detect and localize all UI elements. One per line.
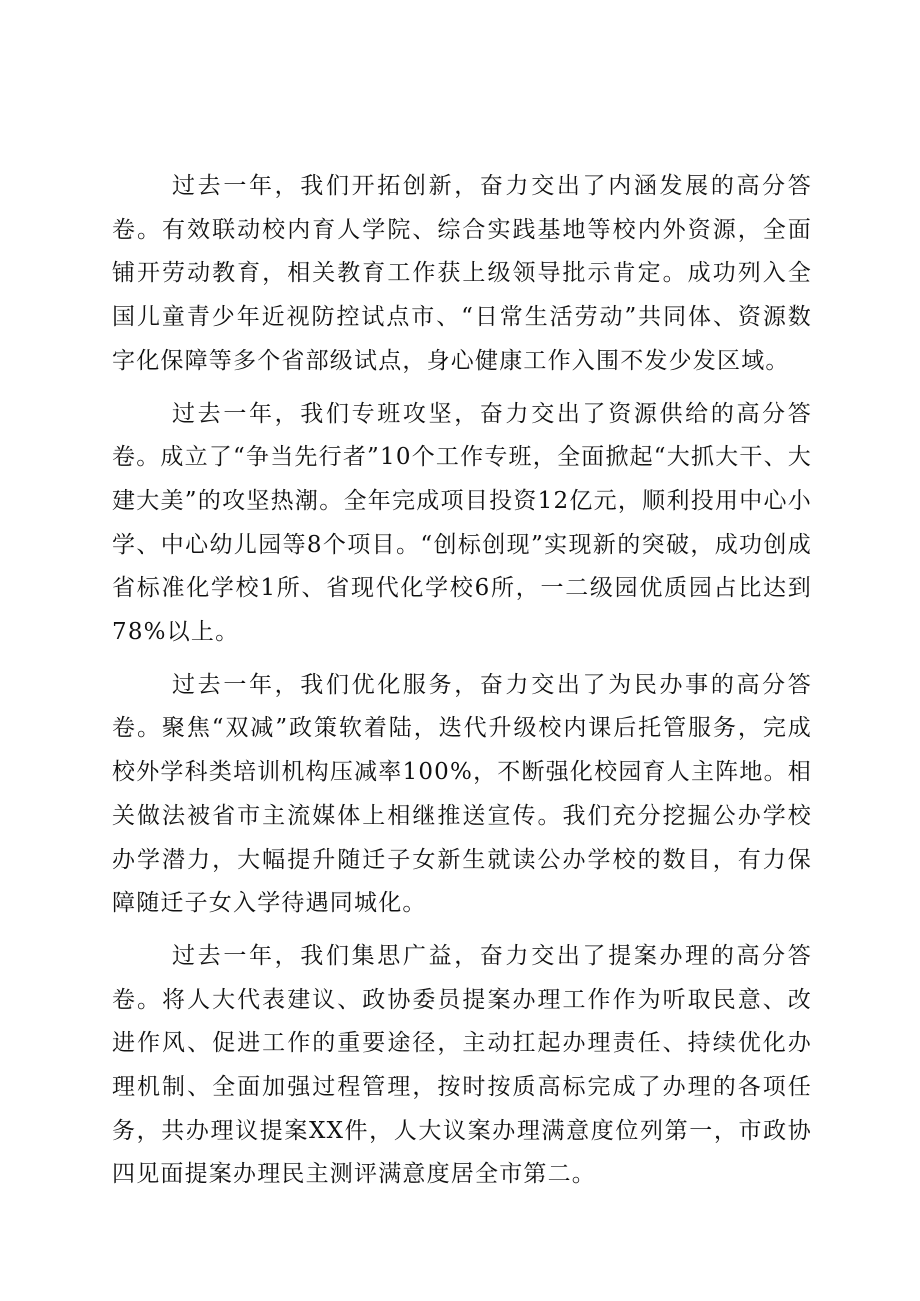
paragraph-resource-supply: 过去一年，我们专班攻坚，奋力交出了资源供给的高分答卷。成立了“争当先行者”10个工作专班，全面掀起“大抓大干、大建大美”的攻坚热潮。全年完成项目投资12亿元，顺利投用中心小学、中心幼儿园等8个项目。“创标创现”实现新的突破，成功创成省标准化学校1所、省现代化学校6所，一二级园优质园占比达到78%以上。 <box>112 400 812 646</box>
paragraph-proposal-handling: 过去一年，我们集思广益，奋力交出了提案办理的高分答卷。将人大代表建议、政协委员提案办理工作作为听取民意、改进作风、促进工作的重要途径，主动扛起办理责任、持续优化办理机制、全面加强过程管理，按时按质高标完成了办理的各项任务，共办理议提案XX件，人大议案办理满意度位列第一，市政协四见面提案办理民主测评满意度居全市第二。 <box>112 942 812 1188</box>
document-body <box>112 165 812 1206</box>
paragraph-public-service: 过去一年，我们优化服务，奋力交出了为民办事的高分答卷。聚焦“双减”政策软着陆，迭代升级校内课后托管服务，完成校外学科类培训机构压减率100%，不断强化校园育人主阵地。相关做法被省市主流媒体上相继推送宣传。我们充分挖掘公办学校办学潜力，大幅提升随迁子女新生就读公办学校的数目，有力保障随迁子女入学待遇同城化。 <box>112 671 812 917</box>
paragraph-content-development: 过去一年，我们开拓创新，奋力交出了内涵发展的高分答卷。有效联动校内育人学院、综合实践基地等校内外资源，全面铺开劳动教育，相关教育工作获上级领导批示肯定。成功列入全国儿童青少年近视防控试点市、“日常生活劳动”共同体、资源数字化保障等多个省部级试点，身心健康工作入围不发少发区域。 <box>112 173 812 374</box>
